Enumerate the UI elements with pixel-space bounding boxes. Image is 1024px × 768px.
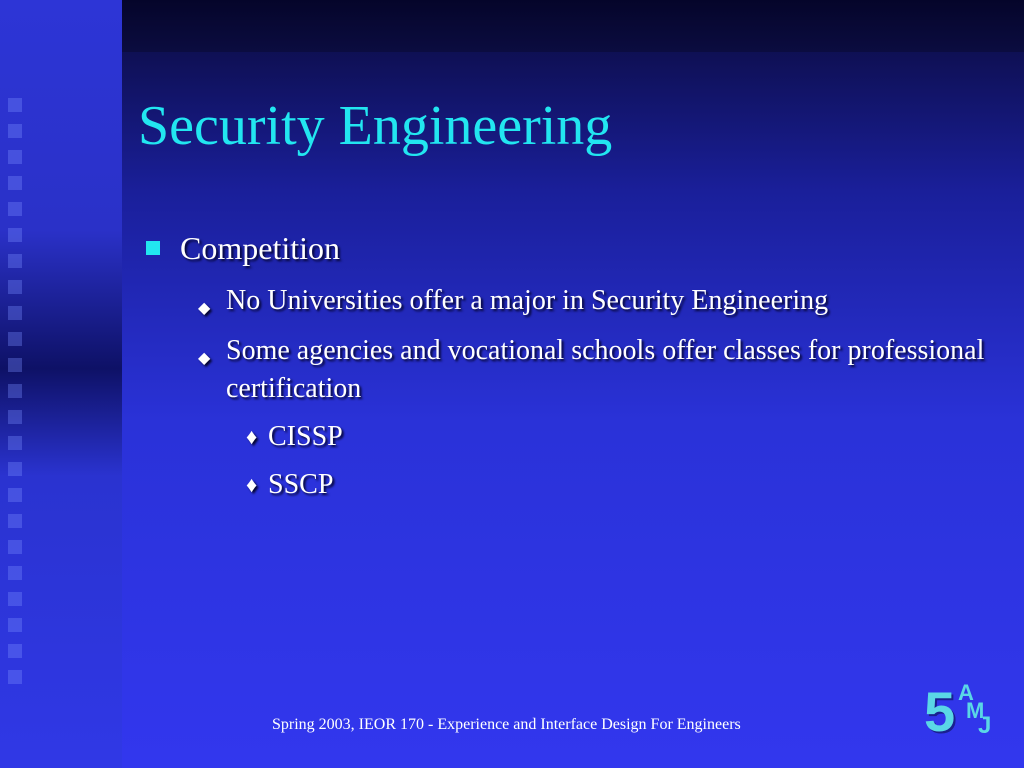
bullet-text: CISSP: [268, 421, 343, 452]
square-bullet-icon: [146, 241, 160, 255]
bullet-level3: [246, 466, 1002, 504]
diamond-bullet-icon: ◆: [198, 300, 211, 317]
bullet-text: No Universities offer a major in Security Engineering: [226, 285, 829, 316]
slide-title: Security Engineering: [138, 95, 613, 157]
bullet-text: SSCP: [268, 469, 334, 500]
diamond-small-bullet-icon: ♦: [246, 472, 258, 497]
bullet-level1: [142, 226, 1002, 270]
top-band: [0, 0, 1024, 52]
bullet-level3: [246, 418, 1002, 456]
slide-body: [142, 226, 1002, 504]
diamond-small-bullet-icon: ♦: [246, 424, 258, 449]
bullet-text: Competition: [180, 230, 340, 266]
decorative-squares: [8, 98, 30, 696]
bullet-level2: [198, 282, 1002, 320]
left-decorative-panel: [0, 0, 122, 768]
bullet-text: Some agencies and vocational schools offer classes for professional certification: [226, 335, 985, 404]
logo: 5 A M J: [924, 680, 992, 743]
bullet-level2: [198, 332, 1002, 408]
diamond-bullet-icon: ◆: [198, 350, 211, 367]
slide-footer: Spring 2003, IEOR 170 - Experience and Interface Design For Engineers: [272, 716, 741, 733]
